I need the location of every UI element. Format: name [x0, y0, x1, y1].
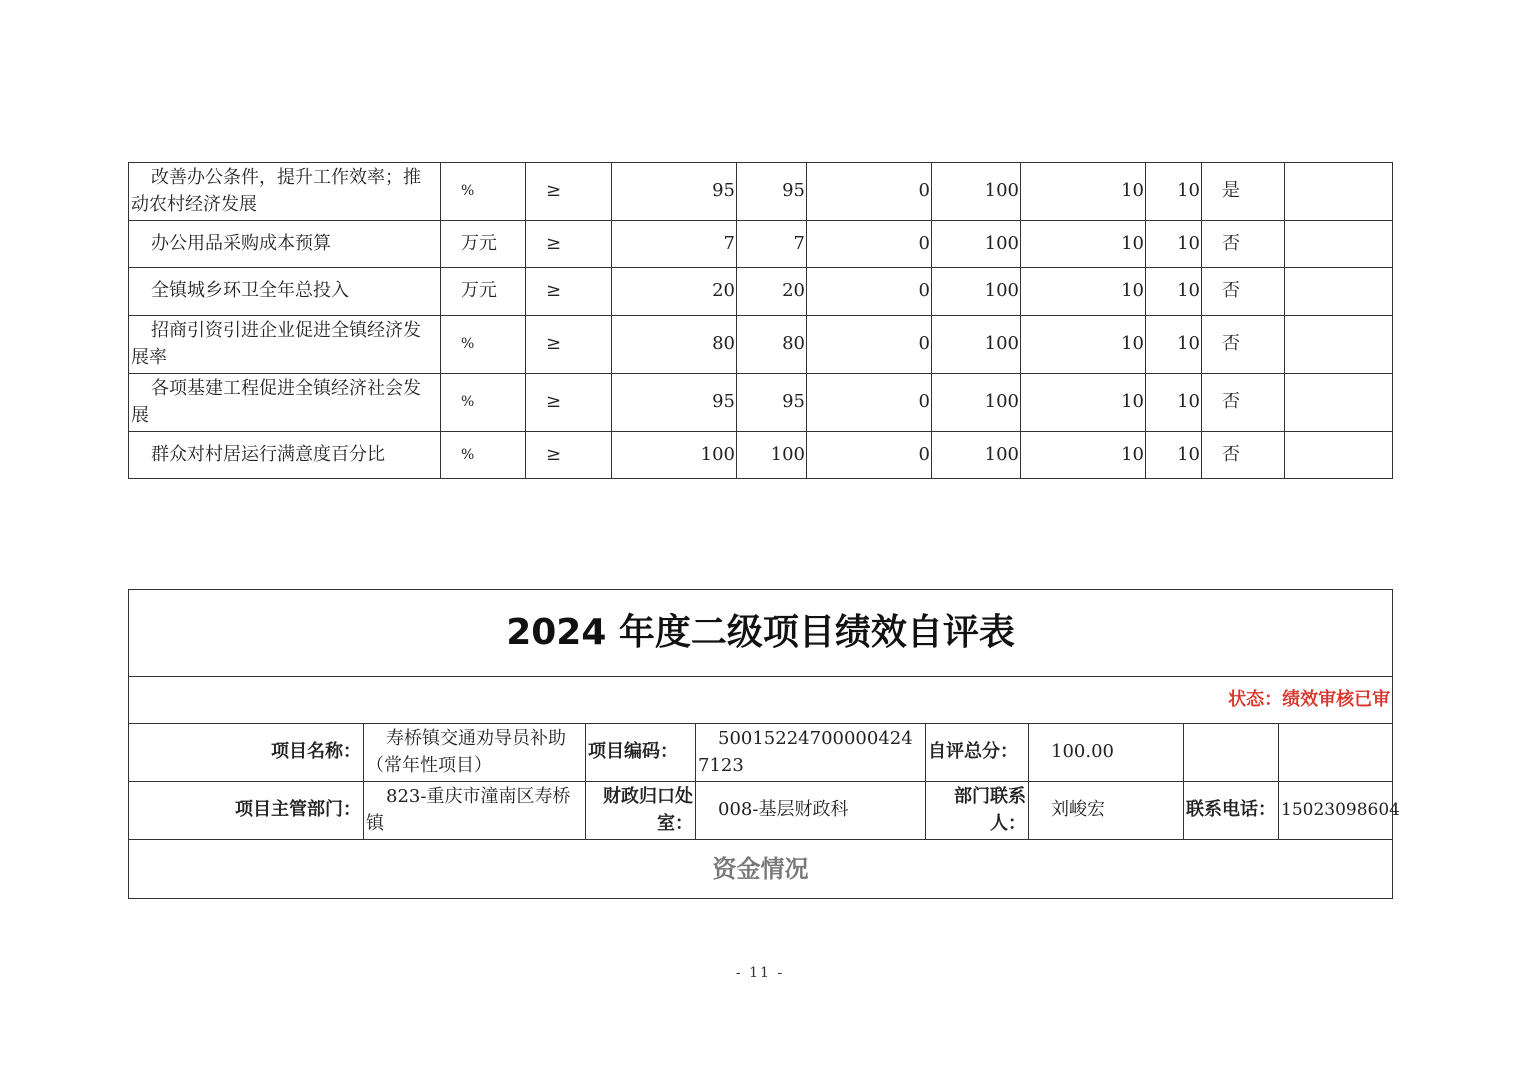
actual-value: 95 — [737, 163, 807, 221]
deviation-value: 0 — [807, 163, 932, 221]
completion-rate: 100 — [932, 374, 1021, 432]
obtained-score: 10 — [1146, 268, 1202, 316]
completion-rate: 100 — [932, 268, 1021, 316]
completion-rate: 100 — [932, 221, 1021, 268]
core-indicator-flag: 否 — [1202, 221, 1285, 268]
core-indicator-flag: 否 — [1202, 374, 1285, 432]
funding-section-title: 资金情况 — [129, 840, 1393, 899]
remark — [1285, 316, 1393, 374]
completion-rate: 100 — [932, 316, 1021, 374]
contact-person-label: 部门联系人： — [926, 782, 1029, 840]
core-indicator-flag: 否 — [1202, 316, 1285, 374]
target-value: 80 — [612, 316, 737, 374]
finance-office-value: 008-基层财政科 — [696, 782, 926, 840]
target-value: 95 — [612, 163, 737, 221]
actual-value: 95 — [737, 374, 807, 432]
metric-row — [129, 221, 1393, 268]
weight-score: 10 — [1021, 374, 1146, 432]
metric-row — [129, 268, 1393, 316]
comparison-operator: ≥ — [526, 374, 612, 432]
project-name-label: 项目名称： — [129, 724, 364, 782]
target-value: 100 — [612, 432, 737, 479]
unit: % — [441, 432, 526, 479]
deviation-value: 0 — [807, 432, 932, 479]
contact-person-value: 刘峻宏 — [1029, 782, 1184, 840]
unit: 万元 — [441, 221, 526, 268]
metric-name: 各项基建工程促进全镇经济社会发展 — [129, 374, 441, 432]
weight-score: 10 — [1021, 268, 1146, 316]
deviation-value: 0 — [807, 268, 932, 316]
actual-value: 80 — [737, 316, 807, 374]
metric-row — [129, 316, 1393, 374]
completion-rate: 100 — [932, 163, 1021, 221]
department-label: 项目主管部门： — [129, 782, 364, 840]
target-value: 95 — [612, 374, 737, 432]
metric-name: 全镇城乡环卫全年总投入 — [129, 268, 441, 316]
review-status: 状态：绩效审核已审 — [129, 677, 1393, 724]
metric-row — [129, 163, 1393, 221]
finance-office-label: 财政归口处室： — [586, 782, 696, 840]
obtained-score: 10 — [1146, 221, 1202, 268]
comparison-operator: ≥ — [526, 432, 612, 479]
empty-cell — [1279, 724, 1393, 782]
page-number: - 11 - — [735, 965, 785, 981]
remark — [1285, 374, 1393, 432]
actual-value: 20 — [737, 268, 807, 316]
obtained-score: 10 — [1146, 432, 1202, 479]
core-indicator-flag: 否 — [1202, 432, 1285, 479]
comparison-operator: ≥ — [526, 221, 612, 268]
comparison-operator: ≥ — [526, 163, 612, 221]
project-code-value: 500152247000004247123 — [696, 724, 926, 782]
metric-row — [129, 432, 1393, 479]
form-title: 2024 年度二级项目绩效自评表 — [129, 590, 1393, 677]
deviation-value: 0 — [807, 221, 932, 268]
self-score-label: 自评总分： — [926, 724, 1029, 782]
unit: % — [441, 316, 526, 374]
comparison-operator: ≥ — [526, 268, 612, 316]
actual-value: 100 — [737, 432, 807, 479]
unit: % — [441, 374, 526, 432]
remark — [1285, 163, 1393, 221]
performance-metrics-table — [128, 162, 1393, 479]
actual-value: 7 — [737, 221, 807, 268]
metric-name: 办公用品采购成本预算 — [129, 221, 441, 268]
project-code-label: 项目编码： — [586, 724, 696, 782]
target-value: 7 — [612, 221, 737, 268]
remark — [1285, 268, 1393, 316]
department-value: 823-重庆市潼南区寿桥镇 — [364, 782, 586, 840]
target-value: 20 — [612, 268, 737, 316]
comparison-operator: ≥ — [526, 316, 612, 374]
phone-value: 15023098604 — [1279, 782, 1393, 840]
self-score-value: 100.00 — [1029, 724, 1184, 782]
weight-score: 10 — [1021, 432, 1146, 479]
completion-rate: 100 — [932, 432, 1021, 479]
remark — [1285, 432, 1393, 479]
unit: 万元 — [441, 268, 526, 316]
core-indicator-flag: 否 — [1202, 268, 1285, 316]
obtained-score: 10 — [1146, 316, 1202, 374]
obtained-score: 10 — [1146, 163, 1202, 221]
weight-score: 10 — [1021, 221, 1146, 268]
deviation-value: 0 — [807, 316, 932, 374]
metric-name: 招商引资引进企业促进全镇经济发展率 — [129, 316, 441, 374]
metric-row — [129, 374, 1393, 432]
metric-name: 群众对村居运行满意度百分比 — [129, 432, 441, 479]
weight-score: 10 — [1021, 163, 1146, 221]
obtained-score: 10 — [1146, 374, 1202, 432]
metric-name: 改善办公条件，提升工作效率；推动农村经济发展 — [129, 163, 441, 221]
empty-cell — [1184, 724, 1279, 782]
phone-label: 联系电话： — [1184, 782, 1279, 840]
project-name-value: 寿桥镇交通劝导员补助（常年性项目） — [364, 724, 586, 782]
unit: % — [441, 163, 526, 221]
core-indicator-flag: 是 — [1202, 163, 1285, 221]
weight-score: 10 — [1021, 316, 1146, 374]
remark — [1285, 221, 1393, 268]
deviation-value: 0 — [807, 374, 932, 432]
performance-self-evaluation-form — [128, 589, 1400, 899]
